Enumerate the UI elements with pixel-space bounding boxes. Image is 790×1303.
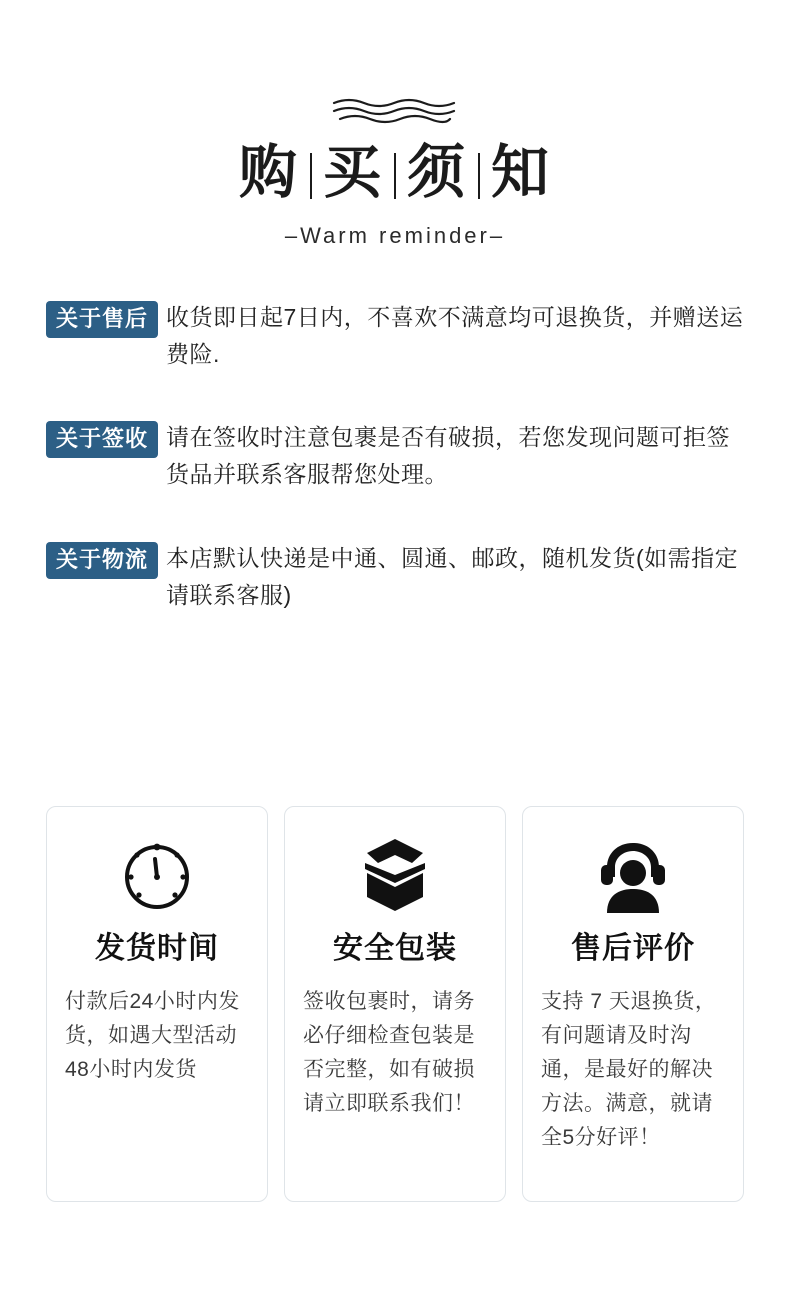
notice-text-logistics: 本店默认快递是中通、圆通、邮政，随机发货(如需指定请联系客服)	[166, 544, 739, 608]
notice-text-signing: 请在签收时注意包裹是否有破损，若您发现问题可拒签货品并联系客服帮您处理。	[166, 424, 731, 488]
wave-lines-icon	[330, 97, 460, 129]
info-card-after-sales-review	[522, 806, 744, 1202]
card-body-shipping-time: 付款后24小时内发货，如遇大型活动48小时内发货	[65, 990, 240, 1082]
info-card-shipping-time	[46, 806, 268, 1202]
wave-decoration	[0, 96, 790, 130]
page-title-char-4: 知	[491, 140, 552, 205]
status-badge-signing: 关于签收	[46, 421, 158, 458]
info-card-list	[46, 806, 744, 1202]
notice-text-after-sales: 收货即日起7日内，不喜欢不满意均可退换货，并赠送运费险.	[166, 303, 744, 367]
status-badge-logistics: 关于物流	[46, 542, 158, 579]
title-divider	[478, 153, 480, 199]
notice-item	[46, 299, 744, 374]
notice-item	[46, 419, 744, 494]
box-icon	[303, 829, 487, 921]
card-title-after-sales-review: 售后评价	[571, 932, 695, 965]
status-badge-after-sales: 关于售后	[46, 301, 158, 338]
page-title-char-2: 买	[322, 140, 383, 205]
page-subtitle: –Warm reminder–	[284, 222, 506, 248]
card-title-shipping-time: 发货时间	[95, 932, 219, 965]
card-body-after-sales-review: 支持 7 天退换货，有问题请及时沟通，是最好的解决方法。满意，就请全5分好评！	[541, 990, 717, 1150]
card-body-safe-packaging: 签收包裹时，请务必仔细检查包装是否完整，如有破损请立即联系我们！	[303, 990, 475, 1116]
page-header	[0, 0, 790, 249]
info-card-safe-packaging	[284, 806, 506, 1202]
notice-item	[46, 540, 744, 615]
headset-service-icon	[541, 829, 725, 921]
card-title-safe-packaging: 安全包装	[333, 932, 457, 965]
page-title-char-1: 购	[238, 140, 299, 205]
clock-icon	[65, 829, 249, 921]
page-title	[0, 140, 790, 207]
title-divider	[394, 153, 396, 199]
page-title-char-3: 须	[407, 140, 468, 205]
title-divider	[310, 153, 312, 199]
notice-list	[0, 299, 790, 615]
